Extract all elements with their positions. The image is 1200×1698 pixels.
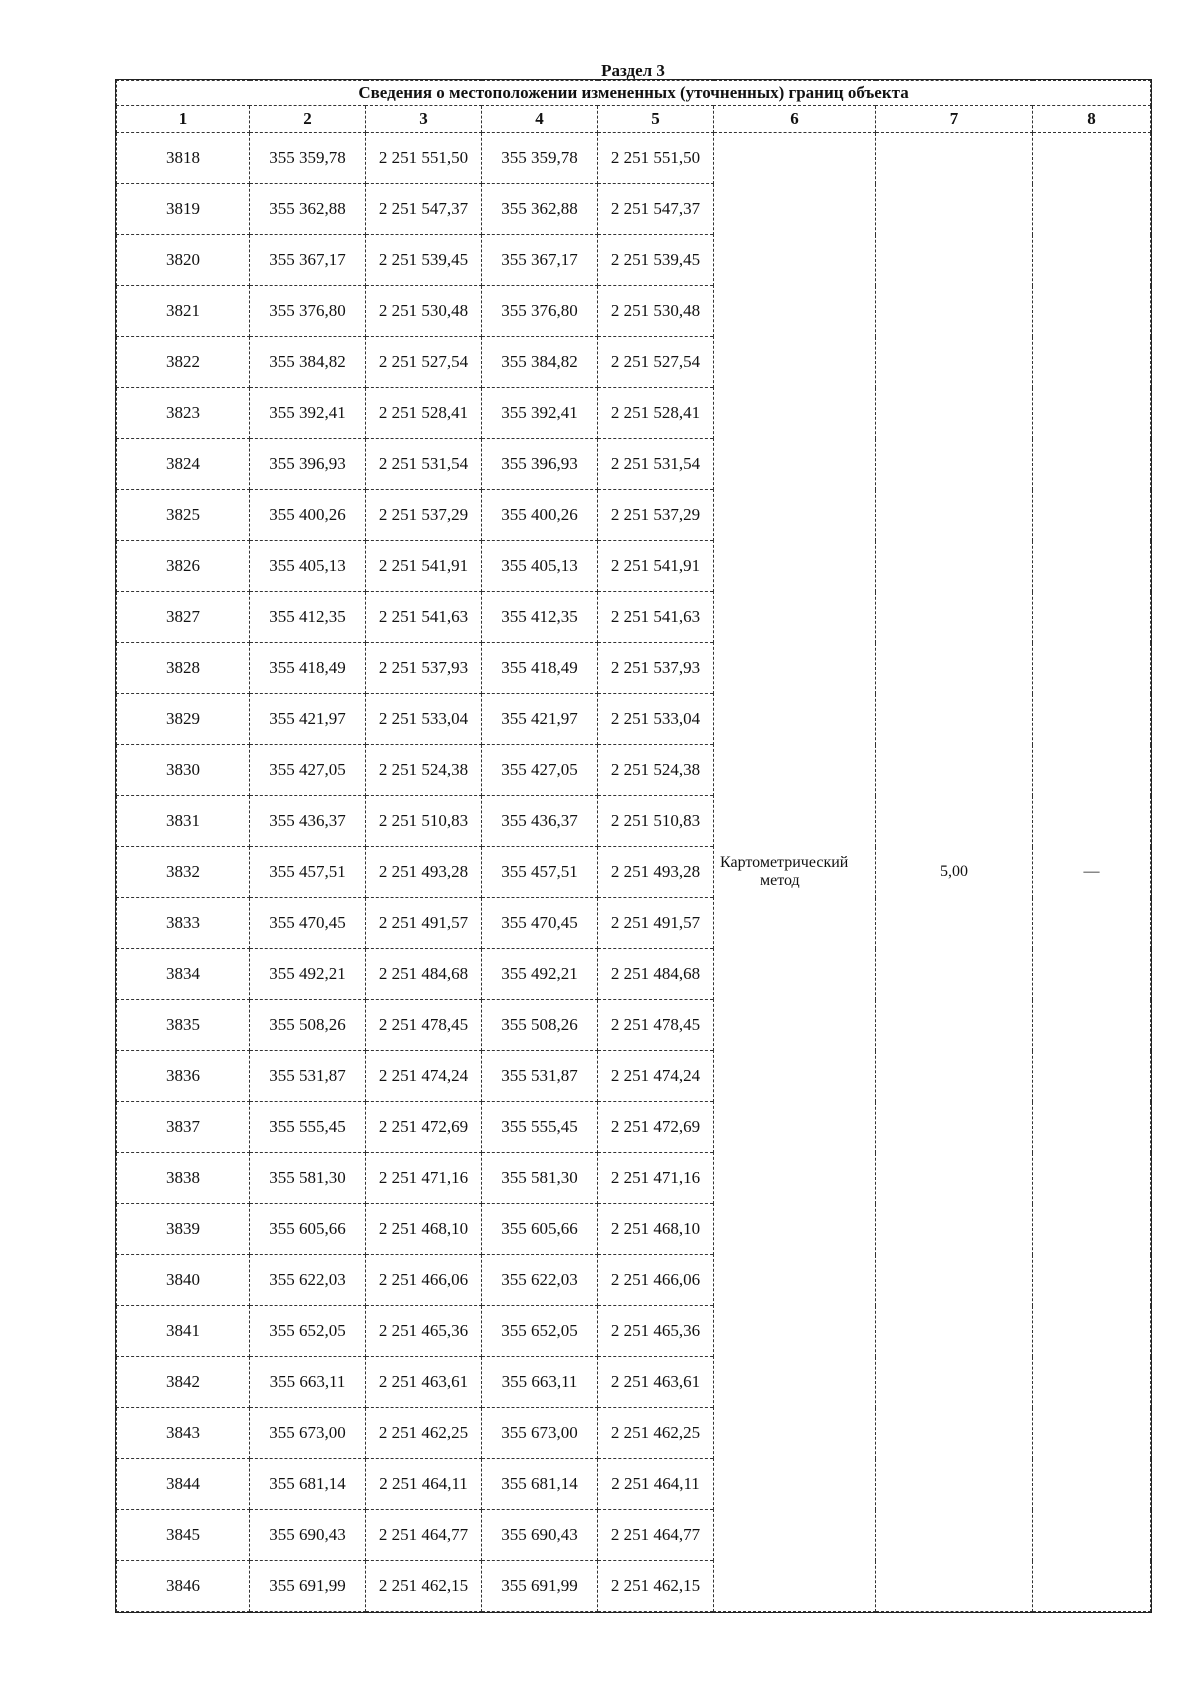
x-new-coordinate-cell: 355 555,45 bbox=[482, 1102, 598, 1153]
x-new-coordinate-cell: 355 492,21 bbox=[482, 949, 598, 1000]
y-coordinate-cell: 2 251 537,93 bbox=[366, 643, 482, 694]
x-coordinate-cell: 355 652,05 bbox=[250, 1306, 366, 1357]
x-coordinate-cell: 355 673,00 bbox=[250, 1408, 366, 1459]
x-coordinate-cell: 355 681,14 bbox=[250, 1459, 366, 1510]
y-coordinate-cell: 2 251 547,37 bbox=[366, 184, 482, 235]
y-new-coordinate-cell: 2 251 539,45 bbox=[598, 235, 714, 286]
point-number-cell: 3842 bbox=[117, 1357, 250, 1408]
x-coordinate-cell: 355 367,17 bbox=[250, 235, 366, 286]
y-coordinate-cell: 2 251 527,54 bbox=[366, 337, 482, 388]
y-new-coordinate-cell: 2 251 468,10 bbox=[598, 1204, 714, 1255]
x-coordinate-cell: 355 362,88 bbox=[250, 184, 366, 235]
x-new-coordinate-cell: 355 400,26 bbox=[482, 490, 598, 541]
point-number-cell: 3833 bbox=[117, 898, 250, 949]
y-coordinate-cell: 2 251 462,15 bbox=[366, 1561, 482, 1612]
description-cell: — bbox=[1033, 133, 1151, 1612]
x-coordinate-cell: 355 418,49 bbox=[250, 643, 366, 694]
point-number-cell: 3832 bbox=[117, 847, 250, 898]
x-coordinate-cell: 355 605,66 bbox=[250, 1204, 366, 1255]
method-text-line2: метод bbox=[760, 872, 800, 889]
y-new-coordinate-cell: 2 251 491,57 bbox=[598, 898, 714, 949]
x-new-coordinate-cell: 355 531,87 bbox=[482, 1051, 598, 1102]
x-new-coordinate-cell: 355 470,45 bbox=[482, 898, 598, 949]
x-coordinate-cell: 355 508,26 bbox=[250, 1000, 366, 1051]
point-number-cell: 3824 bbox=[117, 439, 250, 490]
point-number-cell: 3819 bbox=[117, 184, 250, 235]
x-new-coordinate-cell: 355 605,66 bbox=[482, 1204, 598, 1255]
y-coordinate-cell: 2 251 471,16 bbox=[366, 1153, 482, 1204]
y-new-coordinate-cell: 2 251 478,45 bbox=[598, 1000, 714, 1051]
x-coordinate-cell: 355 691,99 bbox=[250, 1561, 366, 1612]
column-number-row bbox=[117, 106, 1151, 133]
y-coordinate-cell: 2 251 528,41 bbox=[366, 388, 482, 439]
y-coordinate-cell: 2 251 510,83 bbox=[366, 796, 482, 847]
y-new-coordinate-cell: 2 251 524,38 bbox=[598, 745, 714, 796]
y-coordinate-cell: 2 251 463,61 bbox=[366, 1357, 482, 1408]
x-new-coordinate-cell: 355 652,05 bbox=[482, 1306, 598, 1357]
y-coordinate-cell: 2 251 541,91 bbox=[366, 541, 482, 592]
y-coordinate-cell: 2 251 530,48 bbox=[366, 286, 482, 337]
table-row bbox=[117, 133, 1151, 184]
y-new-coordinate-cell: 2 251 464,77 bbox=[598, 1510, 714, 1561]
point-number-cell: 3828 bbox=[117, 643, 250, 694]
x-coordinate-cell: 355 457,51 bbox=[250, 847, 366, 898]
y-new-coordinate-cell: 2 251 531,54 bbox=[598, 439, 714, 490]
y-coordinate-cell: 2 251 465,36 bbox=[366, 1306, 482, 1357]
x-coordinate-cell: 355 412,35 bbox=[250, 592, 366, 643]
point-number-cell: 3845 bbox=[117, 1510, 250, 1561]
y-new-coordinate-cell: 2 251 547,37 bbox=[598, 184, 714, 235]
y-new-coordinate-cell: 2 251 462,25 bbox=[598, 1408, 714, 1459]
x-new-coordinate-cell: 355 412,35 bbox=[482, 592, 598, 643]
point-number-cell: 3846 bbox=[117, 1561, 250, 1612]
y-new-coordinate-cell: 2 251 462,15 bbox=[598, 1561, 714, 1612]
y-new-coordinate-cell: 2 251 484,68 bbox=[598, 949, 714, 1000]
y-coordinate-cell: 2 251 474,24 bbox=[366, 1051, 482, 1102]
y-new-coordinate-cell: 2 251 463,61 bbox=[598, 1357, 714, 1408]
y-coordinate-cell: 2 251 493,28 bbox=[366, 847, 482, 898]
x-new-coordinate-cell: 355 418,49 bbox=[482, 643, 598, 694]
y-new-coordinate-cell: 2 251 530,48 bbox=[598, 286, 714, 337]
point-number-cell: 3820 bbox=[117, 235, 250, 286]
x-new-coordinate-cell: 355 508,26 bbox=[482, 1000, 598, 1051]
y-coordinate-cell: 2 251 468,10 bbox=[366, 1204, 482, 1255]
column-header-3: 3 bbox=[366, 106, 482, 133]
column-header-8: 8 bbox=[1033, 106, 1151, 133]
y-new-coordinate-cell: 2 251 471,16 bbox=[598, 1153, 714, 1204]
x-coordinate-cell: 355 396,93 bbox=[250, 439, 366, 490]
point-number-cell: 3838 bbox=[117, 1153, 250, 1204]
y-new-coordinate-cell: 2 251 537,93 bbox=[598, 643, 714, 694]
y-coordinate-cell: 2 251 533,04 bbox=[366, 694, 482, 745]
boundary-coordinates-table bbox=[116, 80, 1151, 1612]
y-new-coordinate-cell: 2 251 464,11 bbox=[598, 1459, 714, 1510]
x-coordinate-cell: 355 405,13 bbox=[250, 541, 366, 592]
x-new-coordinate-cell: 355 436,37 bbox=[482, 796, 598, 847]
x-new-coordinate-cell: 355 405,13 bbox=[482, 541, 598, 592]
point-number-cell: 3834 bbox=[117, 949, 250, 1000]
y-new-coordinate-cell: 2 251 472,69 bbox=[598, 1102, 714, 1153]
y-new-coordinate-cell: 2 251 466,06 bbox=[598, 1255, 714, 1306]
point-number-cell: 3829 bbox=[117, 694, 250, 745]
point-number-cell: 3843 bbox=[117, 1408, 250, 1459]
y-new-coordinate-cell: 2 251 474,24 bbox=[598, 1051, 714, 1102]
y-new-coordinate-cell: 2 251 541,91 bbox=[598, 541, 714, 592]
column-header-7: 7 bbox=[876, 106, 1033, 133]
x-coordinate-cell: 355 359,78 bbox=[250, 133, 366, 184]
point-number-cell: 3831 bbox=[117, 796, 250, 847]
point-number-cell: 3844 bbox=[117, 1459, 250, 1510]
x-new-coordinate-cell: 355 457,51 bbox=[482, 847, 598, 898]
x-new-coordinate-cell: 355 362,88 bbox=[482, 184, 598, 235]
y-coordinate-cell: 2 251 551,50 bbox=[366, 133, 482, 184]
y-coordinate-cell: 2 251 472,69 bbox=[366, 1102, 482, 1153]
x-new-coordinate-cell: 355 690,43 bbox=[482, 1510, 598, 1561]
point-number-cell: 3841 bbox=[117, 1306, 250, 1357]
y-coordinate-cell: 2 251 537,29 bbox=[366, 490, 482, 541]
y-new-coordinate-cell: 2 251 533,04 bbox=[598, 694, 714, 745]
x-coordinate-cell: 355 492,21 bbox=[250, 949, 366, 1000]
x-new-coordinate-cell: 355 384,82 bbox=[482, 337, 598, 388]
y-coordinate-cell: 2 251 462,25 bbox=[366, 1408, 482, 1459]
column-header-1: 1 bbox=[117, 106, 250, 133]
x-new-coordinate-cell: 355 421,97 bbox=[482, 694, 598, 745]
y-coordinate-cell: 2 251 464,77 bbox=[366, 1510, 482, 1561]
y-coordinate-cell: 2 251 464,11 bbox=[366, 1459, 482, 1510]
x-new-coordinate-cell: 355 392,41 bbox=[482, 388, 598, 439]
point-number-cell: 3835 bbox=[117, 1000, 250, 1051]
y-coordinate-cell: 2 251 491,57 bbox=[366, 898, 482, 949]
point-number-cell: 3839 bbox=[117, 1204, 250, 1255]
x-coordinate-cell: 355 421,97 bbox=[250, 694, 366, 745]
point-number-cell: 3830 bbox=[117, 745, 250, 796]
x-coordinate-cell: 355 555,45 bbox=[250, 1102, 366, 1153]
point-number-cell: 3818 bbox=[117, 133, 250, 184]
x-new-coordinate-cell: 355 427,05 bbox=[482, 745, 598, 796]
x-new-coordinate-cell: 355 691,99 bbox=[482, 1561, 598, 1612]
y-coordinate-cell: 2 251 539,45 bbox=[366, 235, 482, 286]
x-coordinate-cell: 355 376,80 bbox=[250, 286, 366, 337]
y-new-coordinate-cell: 2 251 527,54 bbox=[598, 337, 714, 388]
x-new-coordinate-cell: 355 673,00 bbox=[482, 1408, 598, 1459]
method-cell bbox=[714, 133, 876, 1612]
x-coordinate-cell: 355 470,45 bbox=[250, 898, 366, 949]
y-new-coordinate-cell: 2 251 510,83 bbox=[598, 796, 714, 847]
y-coordinate-cell: 2 251 541,63 bbox=[366, 592, 482, 643]
y-coordinate-cell: 2 251 466,06 bbox=[366, 1255, 482, 1306]
x-new-coordinate-cell: 355 622,03 bbox=[482, 1255, 598, 1306]
x-new-coordinate-cell: 355 663,11 bbox=[482, 1357, 598, 1408]
x-new-coordinate-cell: 355 581,30 bbox=[482, 1153, 598, 1204]
point-number-cell: 3837 bbox=[117, 1102, 250, 1153]
x-new-coordinate-cell: 355 376,80 bbox=[482, 286, 598, 337]
y-coordinate-cell: 2 251 531,54 bbox=[366, 439, 482, 490]
x-coordinate-cell: 355 663,11 bbox=[250, 1357, 366, 1408]
point-number-cell: 3821 bbox=[117, 286, 250, 337]
point-number-cell: 3840 bbox=[117, 1255, 250, 1306]
point-number-cell: 3825 bbox=[117, 490, 250, 541]
x-coordinate-cell: 355 690,43 bbox=[250, 1510, 366, 1561]
accuracy-cell: 5,00 bbox=[876, 133, 1033, 1612]
x-new-coordinate-cell: 355 681,14 bbox=[482, 1459, 598, 1510]
y-coordinate-cell: 2 251 478,45 bbox=[366, 1000, 482, 1051]
y-new-coordinate-cell: 2 251 537,29 bbox=[598, 490, 714, 541]
y-new-coordinate-cell: 2 251 528,41 bbox=[598, 388, 714, 439]
y-new-coordinate-cell: 2 251 465,36 bbox=[598, 1306, 714, 1357]
point-number-cell: 3827 bbox=[117, 592, 250, 643]
point-number-cell: 3836 bbox=[117, 1051, 250, 1102]
point-number-cell: 3823 bbox=[117, 388, 250, 439]
x-coordinate-cell: 355 531,87 bbox=[250, 1051, 366, 1102]
x-coordinate-cell: 355 400,26 bbox=[250, 490, 366, 541]
y-coordinate-cell: 2 251 524,38 bbox=[366, 745, 482, 796]
point-number-cell: 3822 bbox=[117, 337, 250, 388]
x-new-coordinate-cell: 355 367,17 bbox=[482, 235, 598, 286]
column-header-2: 2 bbox=[250, 106, 366, 133]
y-new-coordinate-cell: 2 251 493,28 bbox=[598, 847, 714, 898]
x-new-coordinate-cell: 355 396,93 bbox=[482, 439, 598, 490]
x-new-coordinate-cell: 355 359,78 bbox=[482, 133, 598, 184]
method-text-line1: Картометрический bbox=[720, 854, 849, 871]
column-header-6: 6 bbox=[714, 106, 876, 133]
column-header-5: 5 bbox=[598, 106, 714, 133]
y-coordinate-cell: 2 251 484,68 bbox=[366, 949, 482, 1000]
y-new-coordinate-cell: 2 251 541,63 bbox=[598, 592, 714, 643]
table-title: Сведения о местоположении измененных (уточненных) границ объекта bbox=[117, 81, 1151, 106]
x-coordinate-cell: 355 622,03 bbox=[250, 1255, 366, 1306]
x-coordinate-cell: 355 427,05 bbox=[250, 745, 366, 796]
y-new-coordinate-cell: 2 251 551,50 bbox=[598, 133, 714, 184]
table-body bbox=[117, 133, 1151, 1612]
point-number-cell: 3826 bbox=[117, 541, 250, 592]
x-coordinate-cell: 355 581,30 bbox=[250, 1153, 366, 1204]
x-coordinate-cell: 355 384,82 bbox=[250, 337, 366, 388]
column-header-4: 4 bbox=[482, 106, 598, 133]
x-coordinate-cell: 355 392,41 bbox=[250, 388, 366, 439]
x-coordinate-cell: 355 436,37 bbox=[250, 796, 366, 847]
section-title: Раздел 3 bbox=[601, 61, 665, 80]
